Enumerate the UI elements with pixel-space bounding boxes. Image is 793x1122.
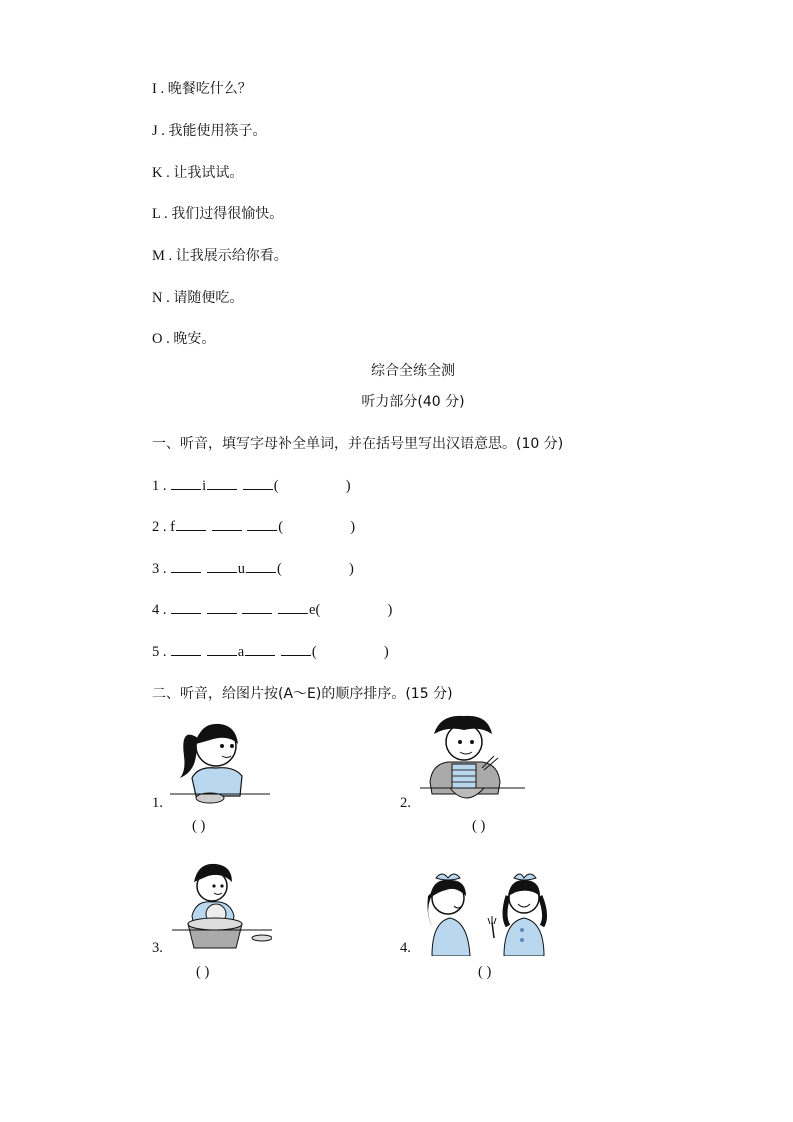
fill-item-5: 5 . a ( ) [152,641,389,661]
letter-blank[interactable] [207,599,237,614]
letter-blank[interactable] [245,641,275,656]
picture-answer-3[interactable]: ( ) [196,964,210,980]
test-title: 综合全练全测 [371,363,455,379]
letter-blank[interactable] [212,516,242,531]
listening-title: 听力部分(40 分) [361,394,465,410]
meaning-paren[interactable]: ( [278,519,284,535]
option-k: K . 让我试试。 [152,165,244,181]
picture-number-4: 4. [400,940,411,956]
meaning-paren[interactable]: ( [311,644,317,660]
meaning-paren[interactable]: ( [277,561,282,577]
option-o: O . 晚安。 [152,331,216,347]
letter-blank[interactable] [171,641,201,656]
option-l: L . 我们过得很愉快。 [152,206,284,222]
fill-item-3: 3 . u ( ) [152,558,354,578]
letter-blank[interactable] [171,599,201,614]
picture-number-1: 1. [152,795,163,811]
picture-number-2: 2. [400,795,411,811]
letter-blank[interactable] [243,475,273,490]
fill-item-4: 4 . e( ) [152,599,392,619]
fill-item-1: 1 . i ( ) [152,475,351,495]
meaning-paren[interactable]: ( [315,602,321,618]
option-n: N . 请随便吃。 [152,290,244,306]
girl-eating-picture [170,716,270,812]
boy-eating-picture [420,712,525,810]
option-j: J . 我能使用筷子。 [152,123,267,139]
letter-blank[interactable] [278,599,308,614]
letter-blank[interactable] [246,558,276,573]
letter-blank[interactable] [247,516,277,531]
letter-blank[interactable] [176,516,206,531]
letter-blank[interactable] [171,558,201,573]
two-girls-picture [418,866,554,956]
option-i: I . 晚餐吃什么？ [152,81,252,97]
letter-blank[interactable] [281,641,311,656]
letter-blank[interactable] [242,599,272,614]
option-m: M . 让我展示给你看。 [152,248,288,264]
picture-number-3: 3. [152,940,163,956]
picture-answer-2[interactable]: ( ) [472,818,486,834]
section2-heading: 二、听音，给图片按(A～E)的顺序排序。(15 分) [152,686,453,702]
letter-blank[interactable] [207,558,237,573]
letter-blank[interactable] [207,475,237,490]
letter-blank[interactable] [171,475,201,490]
fill-item-2: 2 . f ( ) [152,516,355,536]
picture-answer-1[interactable]: ( ) [192,818,206,834]
letter-blank[interactable] [207,641,237,656]
section1-heading: 一、听音，填写字母补全单词，并在括号里写出汉语意思。(10 分) [152,436,564,452]
boy-washing-dishes-picture [172,860,272,956]
meaning-paren[interactable]: ( [273,478,279,494]
picture-answer-4[interactable]: ( ) [478,964,492,980]
